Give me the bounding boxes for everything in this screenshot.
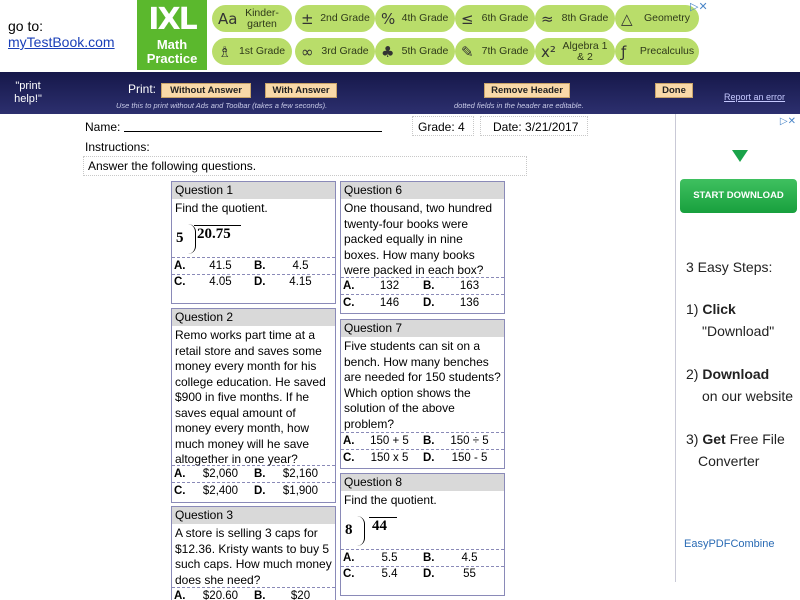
step-3-detail-a: Free File — [729, 431, 785, 447]
right-side-ad — [675, 114, 800, 582]
option-letter: D. — [423, 568, 435, 580]
worksheet — [0, 114, 672, 600]
answer-options — [341, 549, 504, 582]
algebra-link[interactable] — [535, 38, 615, 65]
option-letter: A. — [343, 551, 355, 564]
down-arrow-icon — [732, 150, 748, 162]
question-title: Question 3 — [172, 507, 335, 524]
option-c[interactable]: $2,400 — [202, 484, 239, 497]
answer-row — [341, 278, 504, 294]
question-text: Find the quotient. — [175, 201, 268, 215]
geometry-link[interactable] — [615, 5, 699, 32]
option-c[interactable]: 4.05 — [209, 276, 232, 288]
option-letter: A. — [343, 435, 355, 447]
print-help-link[interactable]: "print help!" — [14, 80, 42, 105]
grade-3rd-link[interactable] — [295, 38, 375, 65]
less-equal-icon: ≤ — [461, 9, 474, 28]
ixl-logo: IXL — [148, 2, 196, 37]
answer-row — [172, 258, 335, 274]
step-2-number: 2) — [686, 366, 699, 382]
start-download-button[interactable]: START DOWNLOAD — [680, 179, 797, 213]
answer-row — [341, 566, 504, 582]
option-c[interactable]: 5.4 — [381, 568, 398, 580]
step-3 — [686, 430, 785, 448]
option-c[interactable]: 146 — [379, 296, 400, 309]
question-title: Question 2 — [172, 309, 335, 326]
grade-label: Algebra 1 & 2 — [562, 39, 608, 63]
grade-label: 7th Grade — [481, 45, 529, 57]
grade-label: Precalculus — [639, 45, 695, 57]
done-button[interactable]: Done — [655, 83, 693, 98]
option-letter: B. — [423, 435, 435, 447]
grade-label: 6th Grade — [481, 12, 529, 24]
grade-label: 3rd Grade — [321, 45, 369, 57]
grade-8th-link[interactable] — [535, 5, 615, 32]
answer-options — [172, 587, 335, 600]
steps-title: 3 Easy Steps: — [686, 259, 773, 275]
question-7 — [340, 319, 505, 469]
x-squared-icon: x² — [541, 42, 556, 61]
option-letter: B. — [254, 468, 266, 480]
question-text: Five students can sit on a bench. How many benches are needed for 150 students? Which option shows the solution of the above problem? — [344, 339, 501, 431]
instructions-text: Answer the following questions. — [88, 159, 257, 173]
option-b[interactable]: 4.5 — [461, 551, 478, 564]
option-letter: D. — [423, 451, 435, 464]
option-letter: A. — [343, 280, 355, 292]
divisor: 8 — [345, 521, 353, 538]
answer-options — [172, 257, 335, 290]
pencil-icon: ✎ — [461, 42, 474, 61]
ixl-ad-logo[interactable] — [137, 0, 207, 70]
option-letter: A. — [174, 468, 186, 480]
grade-value: Grade: 4 — [418, 120, 465, 134]
ad-choices-icon[interactable]: ▷✕ — [779, 116, 796, 127]
option-a[interactable]: $2,060 — [202, 468, 239, 480]
apple-icon: ♣ — [381, 42, 395, 61]
grade-label: 8th Grade — [561, 12, 609, 24]
grade-7th-link[interactable] — [455, 38, 535, 65]
approx-icon: ≈ — [541, 9, 554, 28]
division-bracket — [357, 516, 365, 546]
step-3-detail-b: Converter — [698, 453, 760, 469]
question-2 — [171, 308, 336, 503]
print-toolbar — [0, 72, 800, 114]
answer-options — [341, 432, 504, 465]
option-letter: B. — [254, 590, 266, 600]
option-a[interactable]: 5.5 — [381, 551, 398, 564]
option-letter: B. — [254, 259, 266, 272]
step-1-detail: "Download" — [702, 323, 775, 339]
option-d[interactable]: 136 — [459, 296, 480, 309]
instructions-label: Instructions: — [85, 140, 150, 154]
plus-minus-icon: ± — [301, 9, 314, 28]
step-2-detail: on our website — [702, 388, 794, 404]
option-b[interactable]: 4.5 — [292, 259, 309, 272]
grade-label: 2nd Grade — [320, 12, 370, 24]
top-banner — [0, 0, 800, 70]
aa-icon: Aa — [218, 9, 238, 28]
question-title: Question 7 — [341, 320, 504, 337]
option-a[interactable]: 150 + 5 — [370, 435, 409, 447]
function-icon: ƒ — [621, 42, 627, 61]
option-b[interactable]: $20 — [290, 590, 311, 600]
grade-kindergarten-link[interactable] — [212, 5, 292, 32]
option-letter: C. — [174, 484, 186, 497]
step-2-action: Download — [702, 366, 770, 382]
step-3-number: 3) — [686, 431, 699, 447]
grade-label: Geometry — [643, 12, 691, 24]
grade-label: 4th Grade — [401, 12, 449, 24]
grade-4th-link[interactable] — [375, 5, 455, 32]
grade-label: 5th Grade — [401, 45, 449, 57]
goto-block — [8, 18, 115, 50]
step-2 — [686, 365, 769, 383]
question-title: Question 6 — [341, 182, 504, 199]
answer-row — [172, 274, 335, 290]
print-hint: Use this to print without Ads and Toolbar (takes a few seconds). — [116, 101, 328, 110]
option-letter: A. — [174, 590, 186, 600]
print-label: Print: — [128, 82, 157, 96]
question-text: A store is selling 3 caps for $12.36. Kristy wants to buy 5 such caps. How much money does she need? — [175, 526, 332, 587]
divisor: 5 — [176, 229, 184, 246]
option-b[interactable]: $2,160 — [282, 468, 319, 480]
option-c[interactable]: 150 x 5 — [370, 451, 409, 464]
option-letter: D. — [423, 296, 435, 309]
date-value: Date: 3/21/2017 — [493, 120, 579, 134]
report-error-link[interactable]: Report an error — [724, 92, 786, 102]
step-1 — [686, 300, 736, 318]
option-a[interactable]: 132 — [379, 280, 400, 292]
answer-row — [341, 294, 504, 310]
triangle-icon: △ — [621, 9, 633, 28]
option-letter: C. — [174, 276, 186, 288]
option-d[interactable]: 150 - 5 — [451, 451, 488, 464]
question-title: Question 8 — [341, 474, 504, 491]
dividend: 20.75 — [194, 225, 241, 243]
name-label: Name: — [85, 120, 121, 134]
question-text: One thousand, two hundred twenty-four books were packed equally in nine boxes. How many books were packed in each box? — [344, 201, 493, 277]
option-letter: D. — [254, 276, 266, 288]
option-d[interactable]: 4.15 — [289, 276, 312, 288]
long-division — [341, 513, 504, 549]
dividend: 44 — [369, 517, 397, 535]
goto-label: go to: — [8, 18, 44, 34]
option-letter: C. — [343, 568, 355, 580]
grade-6th-link[interactable] — [455, 5, 535, 32]
mytestbook-link[interactable]: myTestBook.com — [8, 34, 115, 50]
print-without-answer-button[interactable]: Without Answer — [161, 83, 251, 98]
option-letter: C. — [343, 296, 355, 309]
step-1-action: Click — [702, 301, 736, 317]
infinity-icon: ∞ — [301, 42, 314, 61]
question-3 — [171, 506, 336, 600]
question-text: Remo works part time at a retail store and saves some money every month for his college education. He saved $900 in five months. If he saves equal amount of money every month, how much money will he save altogether in one year? — [175, 328, 326, 466]
grade-label: Kinder-garten — [245, 6, 279, 30]
question-6 — [340, 181, 505, 314]
question-text: Find the quotient. — [344, 493, 437, 507]
option-d[interactable]: 55 — [463, 568, 476, 580]
ad-choices-icon[interactable]: ▷✕ — [690, 1, 708, 13]
answer-options — [341, 277, 504, 310]
precalculus-link[interactable] — [615, 38, 699, 65]
question-8 — [340, 473, 505, 596]
option-b[interactable]: 150 ÷ 5 — [450, 435, 489, 447]
option-letter: A. — [174, 259, 186, 272]
option-letter: B. — [423, 280, 435, 292]
answer-row — [172, 466, 335, 482]
step-1-number: 1) — [686, 301, 699, 317]
option-letter: C. — [343, 451, 355, 464]
percent-icon: % — [381, 9, 396, 28]
grade-label: 1st Grade — [238, 45, 286, 57]
answer-row — [341, 449, 504, 465]
grade-links — [207, 0, 707, 70]
grade-5th-link[interactable] — [375, 38, 455, 65]
option-a[interactable]: $20.60 — [202, 590, 239, 600]
easypdfcombine-logo[interactable]: EasyPDFCombine — [684, 538, 775, 550]
answer-options — [172, 465, 335, 498]
name-field[interactable] — [124, 131, 382, 132]
option-d[interactable]: $1,900 — [282, 484, 319, 497]
ixl-subtitle: Math Practice — [146, 37, 198, 66]
remove-header-button[interactable]: Remove Header — [484, 83, 570, 98]
grade-1st-link[interactable] — [212, 38, 292, 65]
grade-2nd-link[interactable] — [295, 5, 375, 32]
step-3-action: Get — [702, 431, 726, 447]
answer-row — [172, 482, 335, 498]
editable-hint: dotted fields in the header are editable. — [454, 101, 584, 110]
print-with-answer-button[interactable]: With Answer — [265, 83, 337, 98]
answer-row — [341, 433, 504, 449]
answer-row — [341, 550, 504, 566]
option-a[interactable]: 41.5 — [209, 259, 232, 272]
option-b[interactable]: 163 — [459, 280, 480, 292]
pawn-icon: ♗ — [218, 42, 232, 61]
option-letter: D. — [254, 484, 266, 497]
long-division — [172, 221, 335, 257]
question-title: Question 1 — [172, 182, 335, 199]
answer-row — [172, 588, 335, 600]
question-1 — [171, 181, 336, 304]
option-letter: B. — [423, 551, 435, 564]
